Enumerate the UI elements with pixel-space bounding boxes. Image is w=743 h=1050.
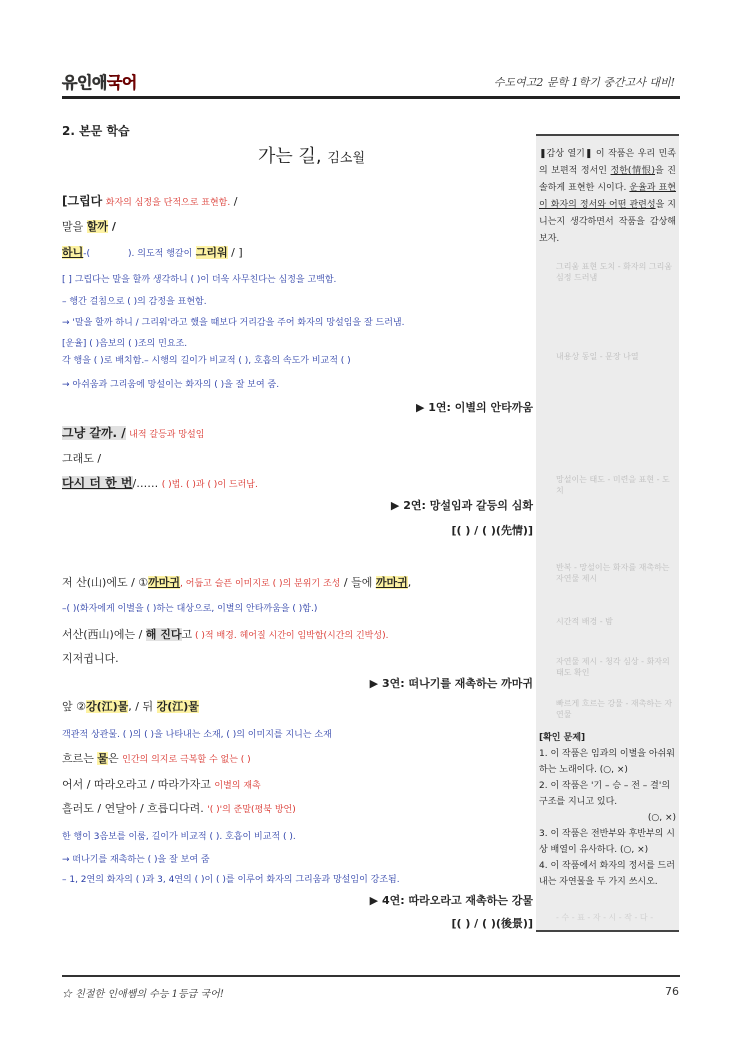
- stanza-heading: ▶ 2연: 망설임과 갈등의 심화: [390, 499, 533, 512]
- note-line: 객관적 상관물. ( )의 ( )을 나타내는 소재, ( )의 이미지를 지니는 소재: [62, 730, 332, 740]
- side-note: 자연물 제시 - 청각 심상 - 화자의 태도 확인: [556, 657, 670, 677]
- side-note: 반복 - 망설이는 화자를 재촉하는 자연물 제시: [556, 563, 670, 583]
- note-line: – 행간 걸침으로 ( )의 감정을 표현함.: [62, 297, 207, 307]
- poem-line: 어서 / 따라오라고 / 따라가자고 이별의 재촉: [62, 778, 261, 791]
- poem-line: 서산(西山)에는 / 해 진다고 ( )적 배경. 헤어질 시간이 임박함(시간의 긴박성).: [62, 628, 389, 641]
- quiz-box: [539, 730, 676, 890]
- note-line: → 아쉬움과 그리움에 망설이는 화자의 ( )을 잘 보여 줌.: [62, 380, 280, 390]
- poem-line: 다시 더 한 번/…… ( )법. ( )과 ( )이 드러남.: [62, 476, 258, 490]
- stanza-heading: ▶ 3연: 떠나기를 재촉하는 까마귀: [369, 677, 533, 690]
- note-line: [ ] 그립다는 말을 할까 생각하니 ( )이 더욱 사무친다는 심정을 고백함.: [62, 275, 337, 285]
- logo: 유인애국어: [62, 73, 137, 92]
- side-note: - 수 - 표 - 자 - 시 - 작 - 다 -: [556, 913, 654, 922]
- side-note: 내용상 동일 - 문장 나열: [556, 352, 639, 361]
- side-intro: ❚감상 열기❚ 이 작품은 우리 민족의 보편적 정서인 정한(情恨)을 진솔하게 표현한 시이다. 운율과 표현이 화자의 정서와 어떤 관련성을 지니는지 생각하면서 작품을 감상해 보자.: [539, 149, 677, 244]
- poem-line: 흘러도 / 연달아 / 흐릅디다려. '( )'의 준말(평북 방언): [62, 802, 296, 815]
- quiz-item: 4. 이 작품에서 화자의 정서를 드러내는 자연물을 두 가지 쓰시오.: [539, 861, 675, 887]
- quiz-title: [확인 문제]: [539, 733, 586, 743]
- stanza-heading: ▶ 4연: 따라오라고 재촉하는 강물: [369, 894, 533, 907]
- poem-line: 하니-( ). 의도적 행갈이 그리워 / ]: [62, 246, 243, 259]
- side-panel: [536, 134, 679, 932]
- page-number: 76: [665, 985, 679, 998]
- note-line: –( )(화자에게 이별을 ( )하는 대상으로, 이별의 안타까움을 ( )함.): [62, 604, 318, 614]
- quiz-item: 2. 이 작품은 '기 – 승 – 전 – 결'의 구조를 지니고 있다.: [539, 781, 671, 807]
- note-line: 각 행을 ( )로 배치함.– 시행의 길이가 비교적 ( ), 호흡의 속도가 비교적 ( ): [62, 356, 351, 366]
- stanza-summary: [( ) / ( )(後景)]: [451, 917, 533, 930]
- stanza-heading: ▶ 1연: 이별의 안타까움: [415, 401, 533, 414]
- stanza-summary: [( ) / ( )(先情)]: [451, 524, 533, 537]
- note-line: [운율] ( )음보의 ( )조의 민요조.: [62, 339, 188, 349]
- poem-line: [그립다 화자의 심정을 단적으로 표현함. /: [62, 194, 238, 208]
- side-note: 망설이는 태도 - 미련을 표현 - 도치: [556, 475, 670, 495]
- poem-title: 가는 길, 김소월: [258, 146, 366, 167]
- side-note: 시간적 배경 - 밤: [556, 617, 613, 626]
- poem-line: 말을 할까 /: [62, 220, 116, 233]
- side-note: 그리움 표현 도치 - 화자의 그리움 심정 드러냄: [556, 262, 673, 282]
- section-title: 2. 본문 학습: [62, 124, 130, 138]
- note-line: → 떠나기를 재촉하는 ( )을 잘 보여 줌: [62, 855, 210, 865]
- header-divider: [62, 96, 680, 99]
- note-line: 한 행이 3음보를 이룸, 길이가 비교적 ( ). 호흡이 비교적 ( ).: [62, 832, 296, 842]
- side-note: 빠르게 흐르는 강물 - 재촉하는 자연물: [556, 699, 673, 719]
- poem-line: 지저귑니다.: [62, 652, 119, 665]
- poem-line: 저 산(山)에도 / ①까마귀, 어둡고 슬픈 이미지로 ( )의 분위기 조성 / 들에 까마귀,: [62, 576, 412, 589]
- quiz-item: 3. 이 작품은 전반부와 후반부의 시상 배열이 유사하다. (○, ×): [539, 829, 675, 855]
- note-line: → '말을 할까 하니 / 그리워'라고 했을 때보다 거리감을 주어 화자의 망설임을 잘 드러냄.: [62, 318, 405, 328]
- poem-line: 흐르는 물은 인간의 의지로 극복할 수 없는 ( ): [62, 752, 251, 765]
- quiz-item: (○, ×): [647, 813, 676, 823]
- note-line: – 1, 2연의 화자의 ( )과 3, 4연의 ( )이 ( )를 이루어 화자의 그리움과 망설임이 강조됨.: [62, 875, 400, 885]
- poem-line: 그래도 /: [62, 452, 102, 465]
- footer-text: ☆ 친절한 인애쌤의 수능 1등급 국어!: [62, 989, 224, 1000]
- quiz-item: 1. 이 작품은 임과의 이별을 아쉬워하는 노래이다. (○, ×): [539, 749, 675, 775]
- header-title: 수도여고2 문학 1학기 중간고사 대비!: [493, 76, 675, 89]
- footer-divider: [62, 975, 680, 977]
- poem-line: 그냥 갈까. / 내적 갈등과 망설임: [62, 426, 205, 440]
- poem-line: 앞 ②강(江)물, / 뒤 강(江)물: [62, 700, 199, 713]
